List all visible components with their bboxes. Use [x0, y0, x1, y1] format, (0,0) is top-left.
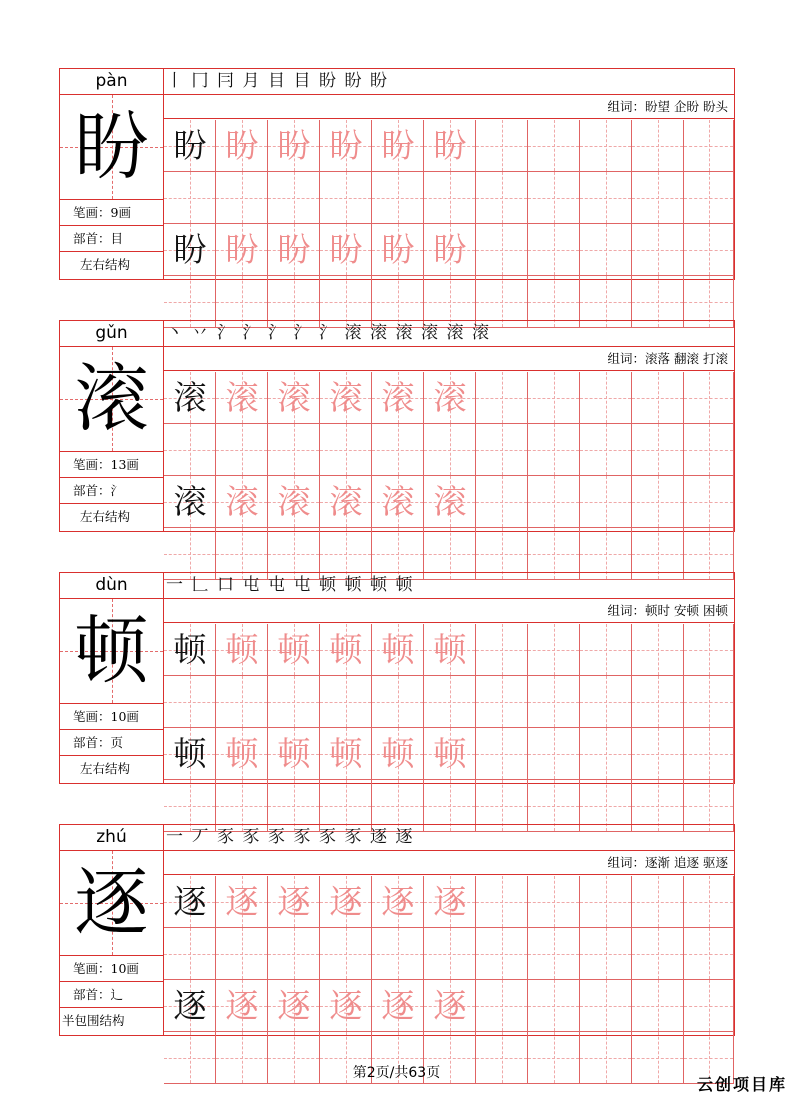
pinyin-label: pàn	[60, 69, 163, 95]
grid-cell[interactable]	[164, 424, 216, 476]
character-card	[59, 572, 735, 784]
stroke-step: 屯	[293, 575, 311, 595]
tracing-character: 盼	[225, 126, 259, 165]
grid-cell[interactable]	[528, 876, 580, 928]
tracing-character: 滚	[381, 378, 415, 417]
tracing-character: 顿	[329, 734, 363, 773]
stroke-step: 逐	[395, 827, 413, 847]
grid-cell[interactable]	[424, 676, 476, 728]
tracing-character: 盼	[277, 230, 311, 269]
stroke-step: 盼	[344, 71, 362, 91]
grid-cell[interactable]	[684, 172, 734, 224]
grid-cell[interactable]	[424, 172, 476, 224]
stroke-step: 顿	[344, 575, 362, 595]
grid-cell[interactable]	[580, 172, 632, 224]
grid-cell[interactable]	[476, 728, 528, 780]
page-footer: 第2页/共63页	[352, 1065, 441, 1081]
grid-cell[interactable]	[528, 424, 580, 476]
character-card	[59, 68, 735, 280]
grid-cell[interactable]	[372, 676, 424, 728]
grid-cell[interactable]	[268, 172, 320, 224]
grid-cell[interactable]	[632, 424, 684, 476]
grid-cell[interactable]	[528, 676, 580, 728]
grid-cell[interactable]	[476, 372, 528, 424]
tracing-character: 盼	[329, 230, 363, 269]
grid-cell[interactable]	[528, 120, 580, 172]
grid-cell[interactable]	[632, 476, 684, 528]
grid-cell[interactable]	[528, 476, 580, 528]
word-examples: 组词：顿时 安顿 困顿	[164, 599, 734, 623]
grid-cell[interactable]	[684, 676, 734, 728]
grid-cell[interactable]	[476, 676, 528, 728]
grid-cell[interactable]	[476, 980, 528, 1032]
tracing-character: 逐	[329, 986, 363, 1025]
grid-cell[interactable]	[164, 676, 216, 728]
word-examples: 组词：逐渐 追逐 驱逐	[164, 851, 734, 875]
stroke-step: 逐	[370, 827, 387, 847]
grid-cell[interactable]	[476, 476, 528, 528]
grid-cell[interactable]	[632, 120, 684, 172]
grid-cell[interactable]	[424, 424, 476, 476]
grid-cell[interactable]	[684, 876, 734, 928]
radical-label: 部首：目	[60, 225, 163, 251]
radical-label: 部首：辶	[60, 981, 163, 1007]
grid-cell[interactable]	[632, 372, 684, 424]
grid-cell[interactable]	[528, 728, 580, 780]
word-examples: 组词：盼望 企盼 盼头	[164, 95, 734, 119]
pinyin-label: gǔn	[60, 321, 163, 347]
model-character: 逐	[173, 986, 207, 1025]
stroke-step: 目	[293, 71, 311, 91]
stroke-step: 豕	[217, 827, 234, 847]
stroke-step: 豕	[319, 827, 336, 847]
word-examples: 组词：滚落 翻滚 打滚	[164, 347, 734, 371]
tracing-character: 盼	[277, 126, 311, 165]
tracing-character: 滚	[329, 378, 363, 417]
stroke-step: 一	[166, 827, 183, 847]
grid-cell[interactable]	[476, 928, 528, 980]
stroke-count-label: 笔画：13画	[60, 451, 163, 477]
stroke-order-row	[164, 825, 734, 851]
structure-label: 左右结构	[60, 503, 163, 529]
model-character: 顿	[173, 630, 207, 669]
tracing-character: 逐	[225, 986, 259, 1025]
tracing-character: 顿	[433, 630, 467, 669]
grid-cell[interactable]	[320, 676, 372, 728]
stroke-step: 盼	[319, 71, 336, 91]
tracing-character: 顿	[381, 630, 415, 669]
stroke-count-label: 笔画：10画	[60, 955, 163, 981]
grid-cell[interactable]	[216, 424, 268, 476]
tracing-character: 逐	[277, 882, 311, 921]
stroke-step: 滚	[344, 323, 362, 343]
tracing-character: 逐	[329, 882, 363, 921]
practice-grid	[164, 876, 734, 1084]
grid-cell[interactable]	[632, 624, 684, 676]
grid-cell[interactable]	[528, 172, 580, 224]
large-character: 逐	[74, 860, 149, 946]
stroke-step: 滚	[472, 323, 489, 343]
grid-cell[interactable]	[580, 928, 632, 980]
grid-cell[interactable]	[632, 980, 684, 1032]
large-character-box	[60, 851, 163, 955]
model-character: 顿	[173, 734, 207, 773]
large-character: 滚	[74, 356, 149, 442]
grid-cell[interactable]	[684, 224, 734, 276]
stroke-step: 豕	[293, 827, 311, 847]
character-info-column	[60, 321, 164, 531]
grid-cell[interactable]	[268, 676, 320, 728]
grid-cell[interactable]	[372, 424, 424, 476]
stroke-step: 丷	[191, 323, 209, 343]
tracing-character: 逐	[225, 882, 259, 921]
character-card	[59, 320, 735, 532]
tracing-character: 滚	[277, 378, 311, 417]
model-character: 滚	[173, 482, 207, 521]
grid-cell[interactable]	[684, 372, 734, 424]
grid-cell[interactable]	[372, 172, 424, 224]
grid-cell[interactable]	[684, 476, 734, 528]
grid-cell[interactable]	[684, 424, 734, 476]
tracing-character: 滚	[381, 482, 415, 521]
tracing-character: 滚	[225, 378, 259, 417]
grid-cell[interactable]	[476, 224, 528, 276]
stroke-step: 滚	[446, 323, 464, 343]
stroke-step: 氵	[242, 323, 260, 343]
tracing-character: 逐	[381, 882, 415, 921]
character-info-column	[60, 69, 164, 279]
stroke-step: 氵	[217, 323, 234, 343]
stroke-step: 顿	[395, 575, 413, 595]
stroke-step: 口	[217, 575, 234, 595]
grid-cell[interactable]	[528, 372, 580, 424]
stroke-step: 氵	[268, 323, 285, 343]
grid-cell[interactable]	[216, 172, 268, 224]
stroke-order-row	[164, 69, 734, 95]
structure-label: 左右结构	[60, 755, 163, 781]
tracing-character: 逐	[277, 986, 311, 1025]
stroke-step: 目	[268, 71, 285, 91]
grid-cell[interactable]	[528, 624, 580, 676]
stroke-step: 氵	[293, 323, 311, 343]
stroke-count-label: 笔画：9画	[60, 199, 163, 225]
large-character-box	[60, 599, 163, 703]
radical-label: 部首：页	[60, 729, 163, 755]
grid-cell[interactable]	[476, 424, 528, 476]
tracing-character: 顿	[381, 734, 415, 773]
tracing-character: 顿	[329, 630, 363, 669]
tracing-character: 逐	[433, 882, 467, 921]
stroke-step: 滚	[370, 323, 387, 343]
grid-cell[interactable]	[632, 172, 684, 224]
stroke-step: 𠃊	[191, 575, 209, 595]
grid-cell[interactable]	[580, 424, 632, 476]
grid-cell[interactable]	[580, 980, 632, 1032]
stroke-step: 豕	[268, 827, 285, 847]
brand-logo-text: 云创项目库	[696, 1075, 787, 1094]
tracing-character: 盼	[381, 230, 415, 269]
stroke-step: 一	[166, 575, 183, 595]
grid-cell[interactable]	[216, 676, 268, 728]
grid-cell[interactable]	[528, 928, 580, 980]
stroke-step: 丆	[191, 827, 209, 847]
tracing-character: 盼	[433, 126, 467, 165]
pinyin-label: zhú	[60, 825, 163, 851]
tracing-character: 滚	[329, 482, 363, 521]
tracing-character: 逐	[381, 986, 415, 1025]
practice-grid	[164, 624, 734, 832]
stroke-step: 滚	[421, 323, 438, 343]
model-character: 逐	[173, 882, 207, 921]
radical-label: 部首：氵	[60, 477, 163, 503]
grid-cell[interactable]	[632, 224, 684, 276]
grid-cell[interactable]	[684, 928, 734, 980]
grid-cell[interactable]	[476, 624, 528, 676]
character-info-column	[60, 825, 164, 1035]
grid-cell[interactable]	[580, 476, 632, 528]
tracing-character: 逐	[433, 986, 467, 1025]
grid-cell[interactable]	[320, 172, 372, 224]
stroke-step: 豕	[242, 827, 260, 847]
tracing-character: 盼	[381, 126, 415, 165]
stroke-step: 氵	[319, 323, 336, 343]
practice-grid	[164, 372, 734, 580]
model-character: 盼	[173, 126, 207, 165]
tracing-character: 顿	[433, 734, 467, 773]
grid-cell[interactable]	[632, 876, 684, 928]
tracing-character: 滚	[433, 378, 467, 417]
grid-cell[interactable]	[580, 372, 632, 424]
stroke-step: 丶	[166, 323, 183, 343]
tracing-character: 顿	[277, 734, 311, 773]
large-character-box	[60, 95, 163, 199]
stroke-step: 顿	[370, 575, 387, 595]
grid-cell[interactable]	[268, 424, 320, 476]
stroke-step: 冃	[217, 71, 234, 91]
large-character: 顿	[74, 608, 149, 694]
grid-cell[interactable]	[528, 980, 580, 1032]
model-character: 盼	[173, 230, 207, 269]
grid-cell[interactable]	[684, 120, 734, 172]
grid-cell[interactable]	[424, 928, 476, 980]
tracing-character: 盼	[329, 126, 363, 165]
grid-cell[interactable]	[320, 928, 372, 980]
grid-cell[interactable]	[632, 728, 684, 780]
grid-cell[interactable]	[528, 224, 580, 276]
practice-grid	[164, 120, 734, 328]
grid-cell[interactable]	[372, 928, 424, 980]
character-card	[59, 824, 735, 1036]
tracing-character: 盼	[225, 230, 259, 269]
stroke-step: 盼	[370, 71, 387, 91]
stroke-count-label: 笔画：10画	[60, 703, 163, 729]
grid-cell[interactable]	[684, 980, 734, 1032]
grid-cell[interactable]	[476, 876, 528, 928]
grid-cell[interactable]	[684, 728, 734, 780]
grid-cell[interactable]	[164, 172, 216, 224]
grid-cell[interactable]	[580, 224, 632, 276]
grid-cell[interactable]	[684, 624, 734, 676]
grid-cell[interactable]	[632, 928, 684, 980]
stroke-order-row	[164, 321, 734, 347]
grid-cell[interactable]	[320, 424, 372, 476]
structure-label: 半包围结构	[60, 1007, 163, 1033]
grid-cell[interactable]	[476, 120, 528, 172]
stroke-step: 屯	[268, 575, 285, 595]
grid-cell[interactable]	[580, 876, 632, 928]
grid-cell[interactable]	[216, 928, 268, 980]
model-character: 滚	[173, 378, 207, 417]
tracing-character: 滚	[225, 482, 259, 521]
stroke-step: 豕	[344, 827, 362, 847]
stroke-step: 顿	[319, 575, 336, 595]
large-character-box	[60, 347, 163, 451]
stroke-step: 月	[242, 71, 260, 91]
pinyin-label: dùn	[60, 573, 163, 599]
grid-cell[interactable]	[580, 624, 632, 676]
stroke-step: 冂	[191, 71, 209, 91]
large-character: 盼	[74, 104, 149, 190]
grid-cell[interactable]	[580, 728, 632, 780]
character-info-column	[60, 573, 164, 783]
structure-label: 左右结构	[60, 251, 163, 277]
tracing-character: 盼	[433, 230, 467, 269]
tracing-character: 滚	[433, 482, 467, 521]
stroke-step: 屯	[242, 575, 260, 595]
grid-cell[interactable]	[164, 928, 216, 980]
grid-cell[interactable]	[632, 676, 684, 728]
grid-cell[interactable]	[268, 928, 320, 980]
stroke-order-row	[164, 573, 734, 599]
stroke-step: 滚	[395, 323, 413, 343]
stroke-step: 丨	[166, 71, 183, 91]
tracing-character: 顿	[277, 630, 311, 669]
tracing-character: 顿	[225, 734, 259, 773]
tracing-character: 滚	[277, 482, 311, 521]
grid-cell[interactable]	[580, 120, 632, 172]
grid-cell[interactable]	[580, 676, 632, 728]
grid-cell[interactable]	[476, 172, 528, 224]
tracing-character: 顿	[225, 630, 259, 669]
